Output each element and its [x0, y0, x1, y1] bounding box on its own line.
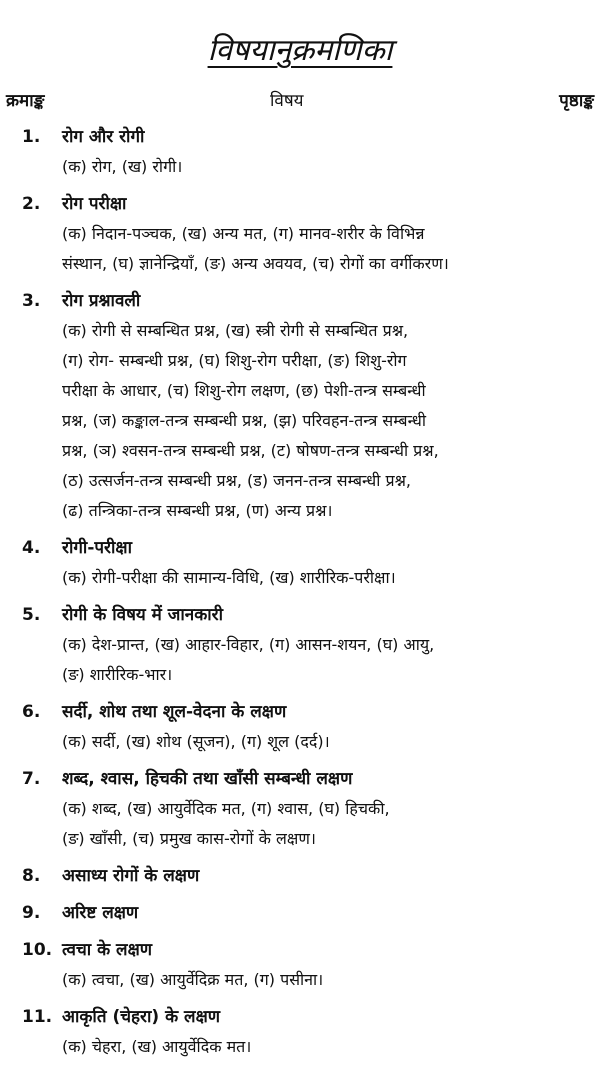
page-title: विषयानुक्रमणिका [207, 33, 393, 68]
entry-subtopics-line: (ङ) खाँसी, (च) प्रमुख कास-रोगों के लक्षण। [62, 829, 316, 848]
entry-subtopics-line: (ढ) तन्त्रिका-तन्त्र सम्बन्धी प्रश्न, (ण) अन्य प्रश्न। [62, 501, 333, 520]
entry-number: 9. [22, 903, 41, 923]
entry-subtopics-line: परीक्षा के आधार, (च) शिशु-रोग लक्षण, (छ) पेशी-तन्त्र सम्बन्धी [62, 381, 426, 400]
contents-entry [0, 935, 600, 995]
entry-number: 6. [22, 702, 41, 722]
entry-subtopics-line: संस्थान, (घ) ज्ञानेन्द्रियाँ, (ङ) अन्य अवयव, (च) रोगों का वर्गीकरण। [62, 254, 449, 273]
entry-subtopics-line: (क) रोग, (ख) रोगी। [62, 157, 183, 176]
entry-subtopics-line: (क) चेहरा, (ख) आयुर्वेदिक मत। [62, 1037, 252, 1056]
entry-title: रोगी के विषय में जानकारी [62, 605, 224, 625]
entry-number: 4. [22, 538, 41, 558]
entry-title: आकृति (चेहरा) के लक्षण [62, 1007, 221, 1027]
entry-title: अरिष्ट लक्षण [62, 903, 139, 923]
entry-subtopics-line: (क) सर्दी, (ख) शोथ (सूजन), (ग) शूल (दर्द)। [62, 732, 330, 751]
entry-subtopics-line: (क) त्वचा, (ख) आयुर्वेदिक्र मत, (ग) पसीना। [62, 970, 324, 989]
entry-title: असाध्य रोगों के लक्षण [62, 866, 200, 886]
entry-subtopics-line: (क) देश-प्रान्त, (ख) आहार-विहार, (ग) आसन-शयन, (घ) आयु, [62, 635, 435, 654]
entry-number: 1. [22, 127, 41, 147]
contents-entry [0, 697, 600, 757]
column-header-serial: क्रमाङ्क [6, 91, 45, 111]
column-header-page: पृष्ठाङ्क [559, 91, 594, 111]
contents-entry [0, 189, 600, 279]
entry-title: सर्दी, शोथ तथा शूल-वेदना के लक्षण [62, 702, 287, 722]
entry-subtopics-line: (क) रोगी से सम्बन्धित प्रश्न, (ख) स्त्री रोगी से सम्बन्धित प्रश्न, [62, 321, 409, 340]
entry-subtopics-line: (ङ) शारीरिक-भार। [62, 665, 173, 684]
contents-entry [0, 122, 600, 182]
entry-title: रोग परीक्षा [62, 194, 127, 214]
entry-subtopics-line: (ठ) उत्सर्जन-तन्त्र सम्बन्धी प्रश्न, (ड) जनन-तन्त्र सम्बन्धी प्रश्न, [62, 471, 411, 490]
entry-title: रोग प्रश्नावली [62, 291, 141, 311]
contents-entry [0, 764, 600, 854]
entry-subtopics-line: (क) निदान-पञ्चक, (ख) अन्य मत, (ग) मानव-शरीर के विभिन्न [62, 224, 425, 243]
entry-title: रोग और रोगी [62, 127, 145, 147]
entry-number: 11. [22, 1007, 53, 1027]
entry-subtopics-line: (क) रोगी-परीक्षा की सामान्य-विधि, (ख) शारीरिक-परीक्षा। [62, 568, 396, 587]
entry-subtopics-line: प्रश्न, (ञ) श्वसन-तन्त्र सम्बन्धी प्रश्न, (ट) षोषण-तन्त्र सम्बन्धी प्रश्न, [62, 441, 439, 460]
contents-entry [0, 533, 600, 593]
entry-number: 8. [22, 866, 41, 886]
entry-number: 2. [22, 194, 41, 214]
contents-entry [0, 898, 600, 928]
contents-list [0, 122, 600, 1069]
entry-title: रोगी-परीक्षा [62, 538, 132, 558]
contents-entry [0, 286, 600, 526]
entry-number: 7. [22, 769, 41, 789]
entry-subtopics-line: (ग) रोग- सम्बन्धी प्रश्न, (घ) शिशु-रोग परीक्षा, (ङ) शिशु-रोग [62, 351, 407, 370]
contents-entry [0, 861, 600, 891]
entry-number: 3. [22, 291, 41, 311]
column-header-row [0, 88, 600, 114]
column-header-subject: विषय [270, 91, 304, 111]
entry-number: 10. [22, 940, 53, 960]
entry-subtopics-line: (क) शब्द, (ख) आयुर्वेदिक मत, (ग) श्वास, (घ) हिचकी, [62, 799, 390, 818]
entry-subtopics-line: प्रश्न, (ज) कङ्काल-तन्त्र सम्बन्धी प्रश्न, (झ) परिवहन-तन्त्र सम्बन्धी [62, 411, 426, 430]
entry-number: 5. [22, 605, 41, 625]
entry-title: शब्द, श्वास, हिचकी तथा खाँसी सम्बन्धी लक्षण [62, 769, 353, 789]
contents-entry [0, 600, 600, 690]
contents-entry [0, 1002, 600, 1062]
entry-title: त्वचा के लक्षण [62, 940, 153, 960]
